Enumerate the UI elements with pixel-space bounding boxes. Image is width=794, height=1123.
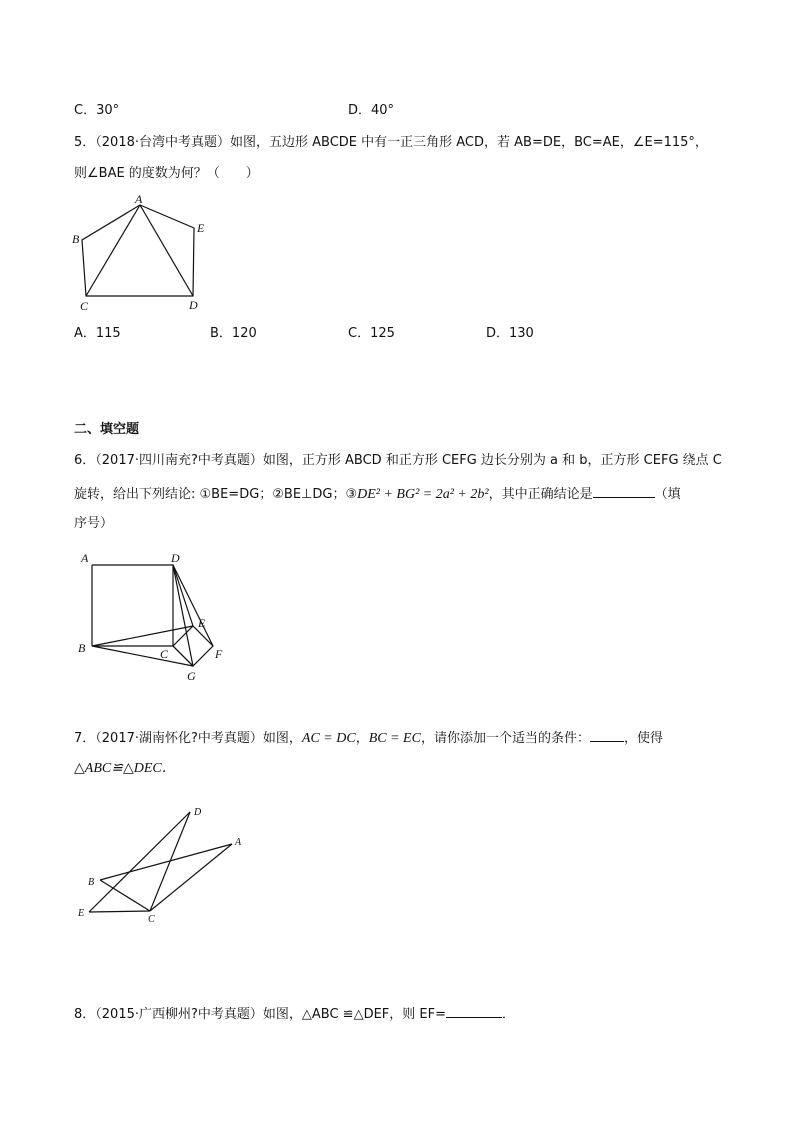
q6-line-BE [92, 626, 193, 646]
q6-text-c: （填 [654, 487, 681, 502]
q5-option-d: D．130 [486, 326, 534, 341]
q5-side-AC [86, 205, 140, 296]
q8-answer-blank[interactable] [446, 1004, 502, 1018]
q5-label-A: A [135, 192, 143, 206]
q8-end: ． [502, 1007, 516, 1022]
q6-label-A: A [81, 551, 89, 565]
q8-text: 8．（2015·广西柳州?中考真题）如图，△ABC ≌△DEF，则 EF= [74, 1007, 446, 1022]
q5-side-AD [140, 205, 193, 296]
q7-line-BC [100, 880, 150, 911]
q7-line-DE [89, 812, 190, 912]
q6-question-line2 [74, 484, 681, 504]
q6-line-DE [173, 565, 193, 626]
q5-label-D: D [189, 298, 198, 312]
q6-label-E: E [198, 616, 206, 630]
q6-line-DF [173, 565, 213, 646]
q6-question-line1: 6．（2017·四川南充?中考真题）如图，正方形 ABCD 和正方形 CEFG 边长分别为 a 和 b，正方形 CEFG 绕点 C [74, 453, 722, 468]
q7-label-B: B [88, 877, 95, 888]
q5-label-E: E [197, 221, 205, 235]
q5-label-C: C [80, 299, 89, 313]
q6-line-DG [173, 565, 193, 666]
q7-prefix: 7．（2017·湖南怀化?中考真题）如图， [74, 731, 302, 746]
section-title: 二、填空题 [74, 422, 140, 437]
q7-line-EC [89, 911, 150, 912]
q6-square-CEFG [173, 626, 213, 666]
q4-option-c: C．30° [74, 103, 120, 118]
q7-suffix: ，使得 [623, 731, 663, 746]
q5-option-b: B．120 [210, 326, 257, 341]
q7-cond2: BC = EC [368, 731, 421, 746]
q5-question-line1: 5．（2018·台湾中考真题）如图，五边形 ABCDE 中有一正三角形 ACD，若 AB=DE，BC=AE，∠E=115°， [74, 135, 708, 150]
q7-line-AC [150, 844, 232, 911]
q5-label-B: B [72, 232, 80, 246]
q7-question-line2: △ABC≌△DEC． [74, 761, 176, 776]
q7-line-DC [150, 812, 190, 911]
q5-option-c: C．125 [348, 326, 395, 341]
q7-label-E: E [78, 908, 85, 919]
q6-line-BG [92, 646, 193, 666]
q6-text-a: 旋转，给出下列结论: ①BE=DG；②BE⊥DG；③ [74, 487, 358, 502]
q5-question-line2: 则∠BAE 的度数为何？（ ） [74, 166, 259, 181]
q7-line-BA [100, 844, 232, 880]
q6-label-G: G [187, 669, 196, 683]
q6-label-D: D [171, 551, 180, 565]
q7-cond1: AC = DC [301, 731, 356, 746]
q6-label-B: B [78, 641, 86, 655]
q7-sep: ， [355, 731, 369, 746]
q7-label-C: C [148, 914, 155, 925]
q4-option-d: D．40° [348, 103, 395, 118]
q6-square-ABCD [92, 565, 173, 646]
q7-label-D: D [194, 807, 202, 818]
q7-middle: ，请你添加一个适当的条件： [420, 731, 590, 746]
q6-text-b: ，其中正确结论是 [488, 487, 593, 502]
q8-question [74, 1004, 515, 1024]
q7-answer-blank[interactable] [590, 728, 624, 742]
q6-formula: DE² + BG² = 2a² + 2b² [357, 487, 489, 502]
q7-label-A: A [235, 837, 242, 848]
q5-option-a: A．115 [74, 326, 121, 341]
q6-line-C-to-G [173, 646, 193, 666]
q7-question-line1 [74, 728, 663, 748]
q6-answer-blank[interactable] [593, 484, 655, 498]
q5-pentagon [82, 205, 194, 296]
q6-label-C: C [160, 647, 169, 661]
q6-question-line3: 序号） [74, 516, 114, 531]
q6-label-F: F [215, 647, 223, 661]
